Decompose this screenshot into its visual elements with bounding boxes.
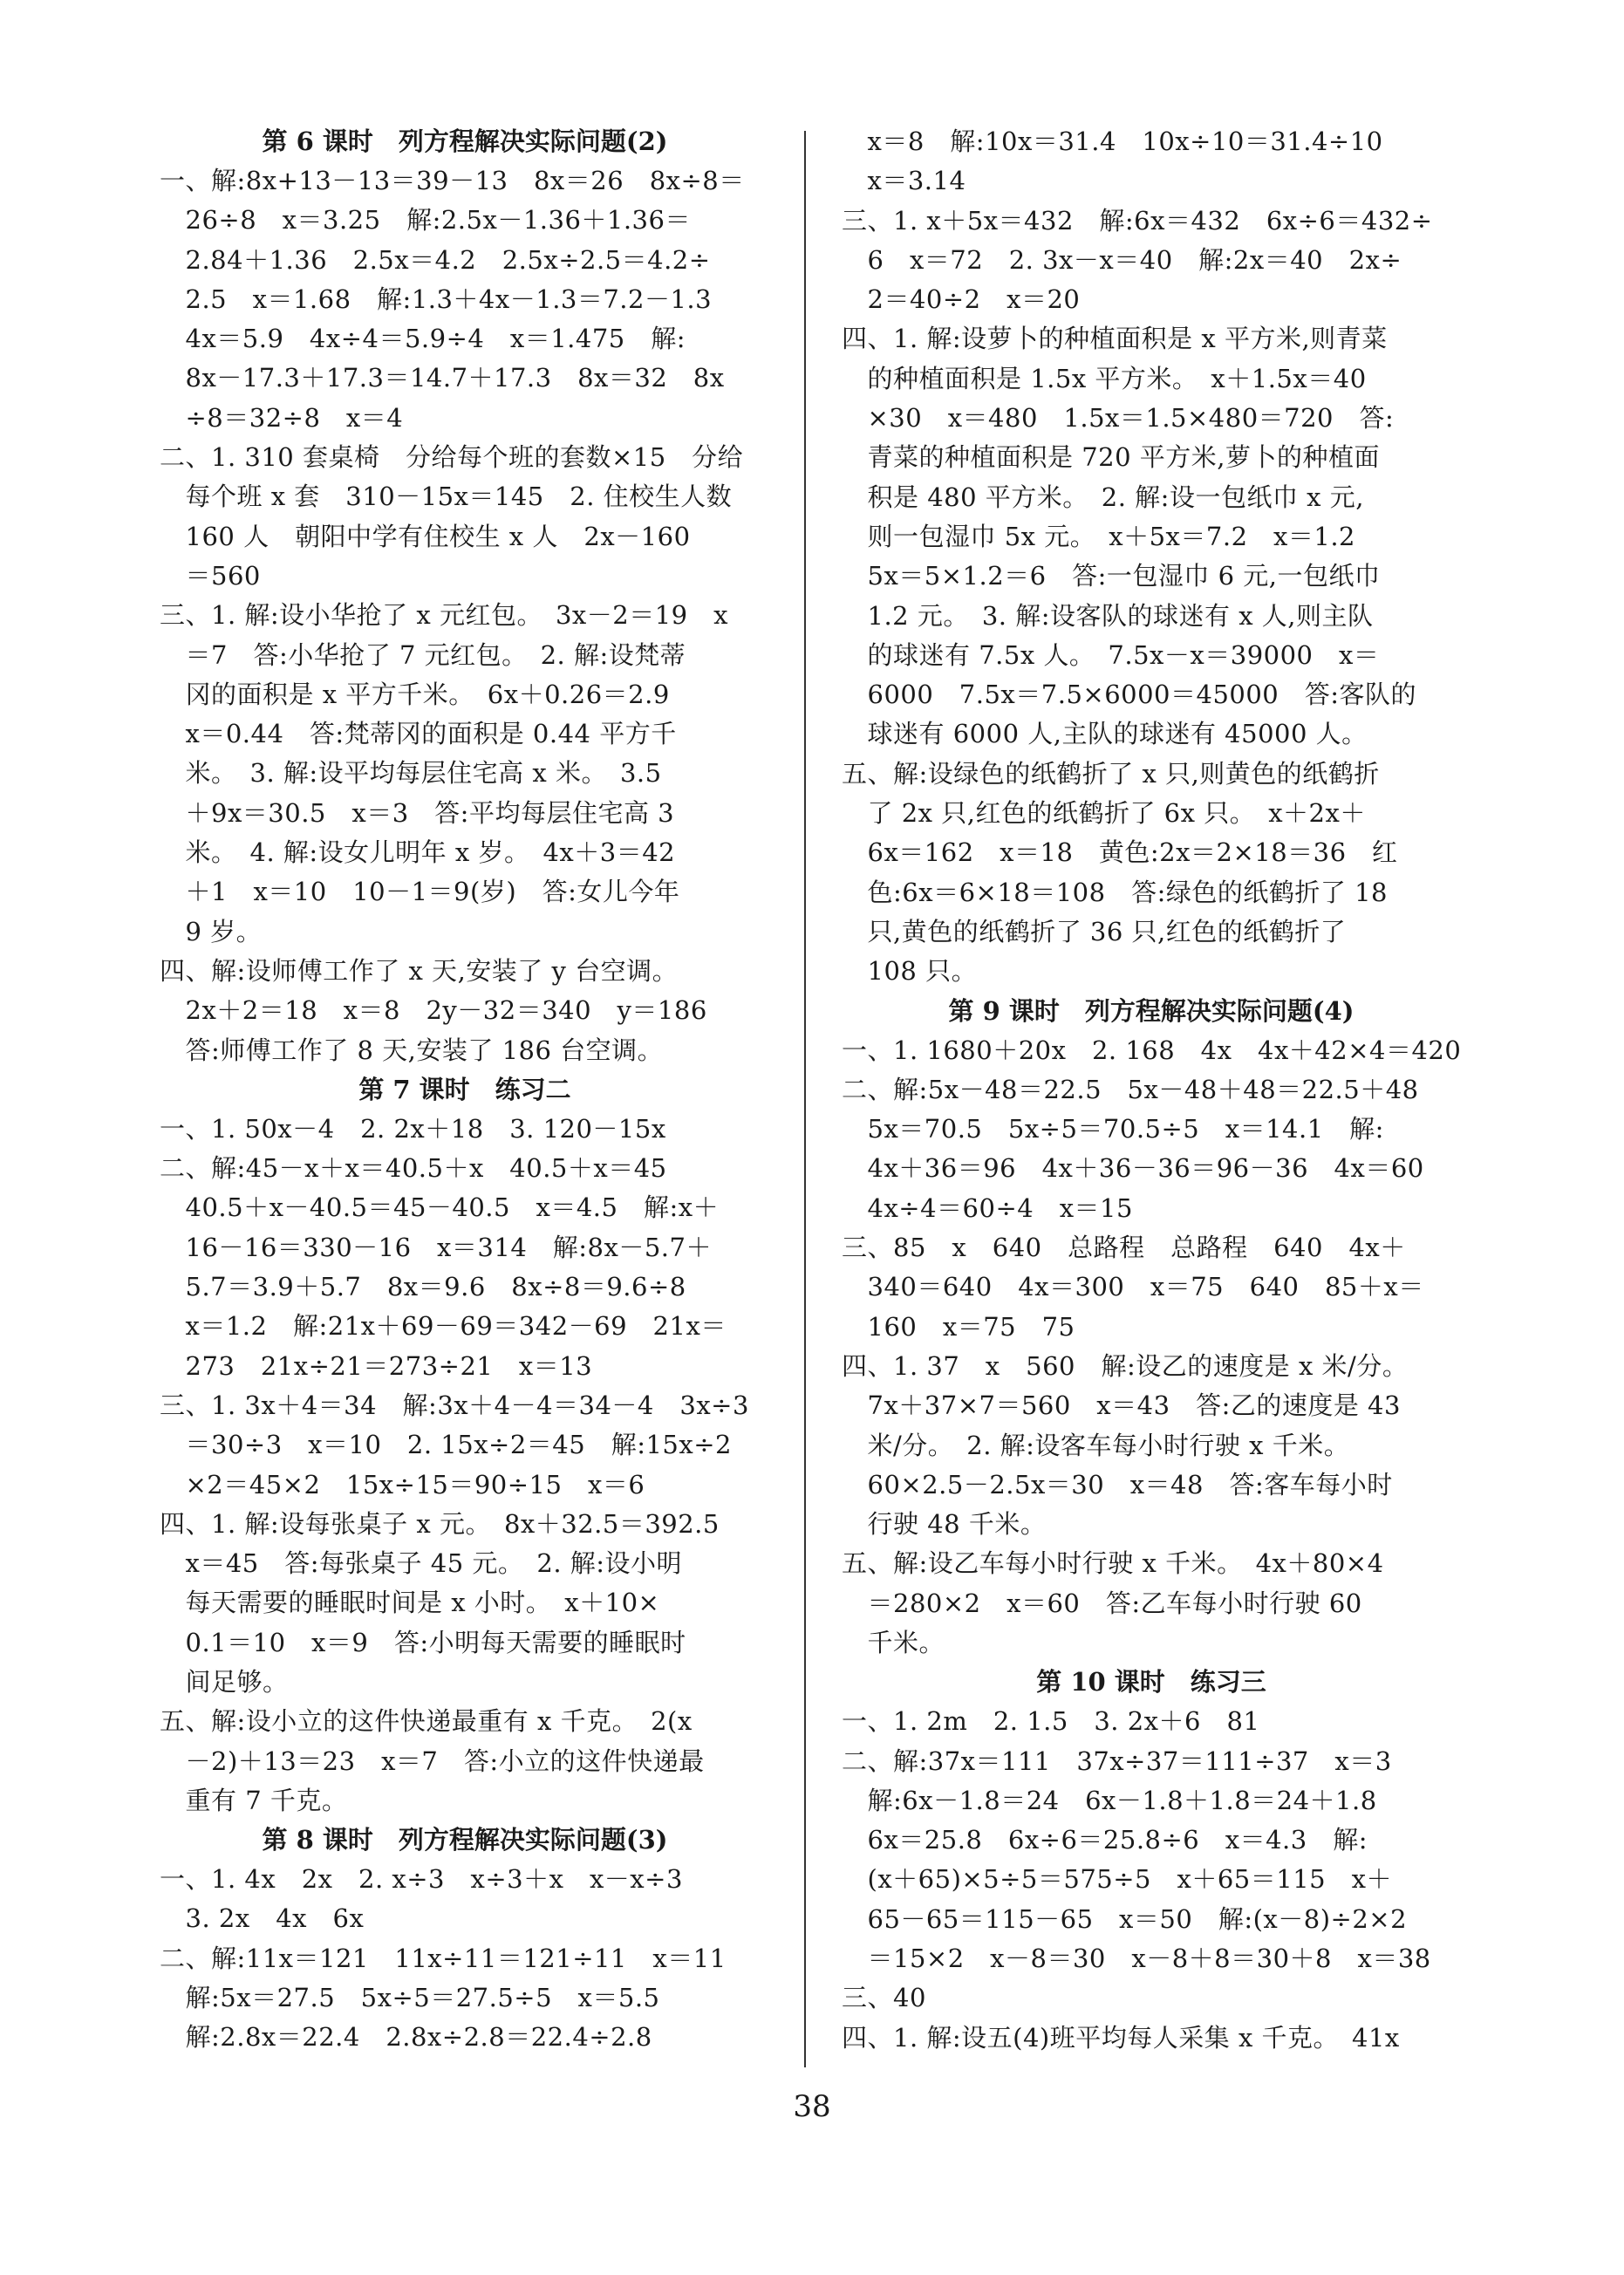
answer-line: x＝0.44 答:梵蒂冈的面积是 0.44 平方千 xyxy=(160,719,677,749)
answer-line: 3. 2x 4x 6x xyxy=(160,1903,365,1934)
section-heading: 第 10 课时 练习三 xyxy=(1036,1667,1266,1698)
answer-line: 一、1. 2m 2. 1.5 3. 2x＋6 81 xyxy=(842,1706,1260,1737)
answer-line: 4x＋36＝96 4x＋36－36＝96－36 4x＝60 xyxy=(842,1153,1424,1184)
answer-line: 球迷有 6000 人,主队的球迷有 45000 人。 xyxy=(842,719,1368,749)
answer-line: ＝280×2 x＝60 答:乙车每小时行驶 60 xyxy=(842,1588,1362,1618)
answer-line: 5x＝5×1.2＝6 答:一包湿巾 6 元,一包纸巾 xyxy=(842,561,1381,591)
answer-line: 65－65＝115－65 x＝50 解:(x－8)÷2×2 xyxy=(842,1903,1408,1934)
answer-line: 一、1. 1680＋20x 2. 168 4x 4x＋42×4＝420 xyxy=(842,1035,1462,1065)
answer-line: 每天需要的睡眠时间是 x 小时。 x＋10× xyxy=(160,1588,660,1618)
answer-line: ＝15×2 x－8＝30 x－8＋8＝30＋8 x＝38 xyxy=(842,1944,1431,1974)
answer-line: 五、解:设绿色的纸鹤折了 x 只,则黄色的纸鹤折 xyxy=(842,758,1380,789)
answer-line: 解:5x＝27.5 5x÷5＝27.5÷5 x＝5.5 xyxy=(160,1983,660,2013)
answer-line: 2x＋2＝18 x＝8 2y－32＝340 y＝186 xyxy=(160,995,707,1026)
answer-line: (x＋65)×5÷5＝575÷5 x＋65＝115 x＋ xyxy=(842,1864,1392,1895)
answer-line: 三、1. 3x＋4＝34 解:3x＋4－4＝34－4 3x÷3 xyxy=(160,1390,749,1420)
answer-line: ＝560 xyxy=(160,560,261,591)
section-heading: 第 6 课时 列方程解决实际问题(2) xyxy=(262,126,668,156)
answer-line: 6 x＝72 2. 3x－x＝40 解:2x＝40 2x÷ xyxy=(842,244,1402,275)
answer-line: 重有 7 千克。 xyxy=(160,1785,348,1815)
answer-line: ＝30÷3 x＝10 2. 15x÷2＝45 解:15x÷2 xyxy=(160,1430,732,1460)
answer-line: 6x＝162 x＝18 黄色:2x＝2×18＝36 红 xyxy=(842,837,1398,868)
answer-line: ＋9x＝30.5 x＝3 答:平均每层住宅高 3 xyxy=(160,797,675,828)
answer-line: 五、解:设乙车每小时行驶 x 千米。 4x＋80×4 xyxy=(842,1548,1384,1579)
answer-line: 二、解:5x－48＝22.5 5x－48＋48＝22.5＋48 xyxy=(842,1074,1419,1104)
answer-line: 二、解:45－x＋x＝40.5＋x 40.5＋x＝45 xyxy=(160,1153,667,1184)
answer-line: 273 21x÷21＝273÷21 x＝13 xyxy=(160,1350,593,1381)
answer-line: 只,黄色的纸鹤折了 36 只,红色的纸鹤折了 xyxy=(842,916,1347,946)
answer-line: 60×2.5－2.5x＝30 x＝48 答:客车每小时 xyxy=(842,1469,1393,1500)
answer-line: 米。 3. 解:设平均每层住宅高 x 米。 3.5 xyxy=(160,758,662,789)
answer-line: 一、1. 4x 2x 2. x÷3 x÷3＋x x－x÷3 xyxy=(160,1864,683,1895)
answer-line: ＋1 x＝10 10－1＝9(岁) 答:女儿今年 xyxy=(160,877,680,907)
answer-line: 340＝640 4x＝300 x＝75 640 85＋x＝ xyxy=(842,1272,1424,1302)
answer-line: 色:6x＝6×18＝108 答:绿色的纸鹤折了 18 xyxy=(842,877,1388,907)
answer-line: x＝45 答:每张桌子 45 元。 2. 解:设小明 xyxy=(160,1548,683,1579)
answer-line: 四、1. 解:设萝卜的种植面积是 x 平方米,则青菜 xyxy=(842,324,1388,354)
answer-line: 米/分。 2. 解:设客车每小时行驶 x 千米。 xyxy=(842,1430,1350,1460)
answer-line: 5x＝70.5 5x÷5＝70.5÷5 x＝14.1 解: xyxy=(842,1114,1384,1144)
answer-line: 2＝40÷2 x＝20 xyxy=(842,284,1081,315)
answer-line: 解:6x－1.8＝24 6x－1.8＋1.8＝24＋1.8 xyxy=(842,1785,1377,1815)
answer-line: 9 岁。 xyxy=(160,916,263,946)
answer-line: 每个班 x 套 310－15x＝145 2. 住校生人数 xyxy=(160,482,733,512)
section-heading: 第 9 课时 列方程解决实际问题(4) xyxy=(948,995,1354,1026)
right-column xyxy=(842,122,1461,2058)
answer-line: 四、解:设师傅工作了 x 天,安装了 y 台空调。 xyxy=(160,955,679,986)
answer-line: 108 只。 xyxy=(842,956,978,987)
answer-line: 五、解:设小立的这件快递最重有 x 千克。 2(x xyxy=(160,1706,693,1737)
answer-line: 则一包湿巾 5x 元。 x＋5x＝7.2 x＝1.2 xyxy=(842,521,1355,551)
answer-line: 26÷8 x＝3.25 解:2.5x－1.36＋1.36＝ xyxy=(160,205,691,236)
answer-line: ÷8＝32÷8 x＝4 xyxy=(160,402,404,433)
answer-line: 间足够。 xyxy=(160,1666,289,1697)
answer-line: x＝1.2 解:21x＋69－69＝342－69 21x＝ xyxy=(160,1311,727,1342)
answer-line: 米。 4. 解:设女儿明年 x 岁。 4x＋3＝42 xyxy=(160,837,676,868)
answer-line: ×2＝45×2 15x÷15＝90÷15 x＝6 xyxy=(160,1469,645,1500)
answer-line: 四、1. 解:设每张桌子 x 元。 8x＋32.5＝392.5 xyxy=(160,1508,720,1539)
answer-line: 解:2.8x＝22.4 2.8x÷2.8＝22.4÷2.8 xyxy=(160,2022,652,2053)
answer-line: －2)＋13＝23 x＝7 答:小立的这件快递最 xyxy=(160,1746,705,1776)
answer-line: 二、解:11x＝121 11x÷11＝121÷11 x＝11 xyxy=(160,1943,727,1973)
answer-line: 四、1. 37 x 560 解:设乙的速度是 x 米/分。 xyxy=(842,1350,1409,1381)
answer-line: ×30 x＝480 1.5x＝1.5×480＝720 答: xyxy=(842,403,1395,434)
answer-line: 积是 480 平方米。 2. 解:设一包纸巾 x 元, xyxy=(842,482,1364,512)
column-divider xyxy=(804,131,806,2067)
answer-line: 四、1. 解:设五(4)班平均每人采集 x 千克。 41x xyxy=(842,2022,1400,2053)
answer-line: 了 2x 只,红色的纸鹤折了 6x 只。 x＋2x＋ xyxy=(842,798,1366,829)
answer-line: 三、1. 解:设小华抢了 x 元红包。 3x－2＝19 x xyxy=(160,600,728,631)
answer-line: 160 人 朝阳中学有住校生 x 人 2x－160 xyxy=(160,521,691,551)
answer-line: 40.5＋x－40.5＝45－40.5 x＝4.5 解:x＋ xyxy=(160,1192,720,1223)
section-heading: 第 8 课时 列方程解决实际问题(3) xyxy=(262,1825,668,1855)
answer-line: 5.7＝3.9＋5.7 8x＝9.6 8x÷8＝9.6÷8 xyxy=(160,1272,686,1302)
answer-line: 三、40 xyxy=(842,1983,926,2013)
answer-line: 青菜的种植面积是 720 平方米,萝卜的种植面 xyxy=(842,442,1381,473)
answer-line: 6000 7.5x＝7.5×6000＝45000 答:客队的 xyxy=(842,680,1417,710)
answer-line: x＝8 解:10x＝31.4 10x÷10＝31.4÷10 xyxy=(842,126,1383,156)
answer-line: 2.5 x＝1.68 解:1.3＋4x－1.3＝7.2－1.3 xyxy=(160,284,713,314)
answer-line: 1.2 元。 3. 解:设客队的球迷有 x 人,则主队 xyxy=(842,600,1374,631)
answer-line: 4x÷4＝60÷4 x＝15 xyxy=(842,1192,1133,1223)
answer-line: 16－16＝330－16 x＝314 解:8x－5.7＋ xyxy=(160,1232,712,1262)
answer-line: 行驶 48 千米。 xyxy=(842,1509,1047,1540)
answer-line: 6x＝25.8 6x÷6＝25.8÷6 x＝4.3 解: xyxy=(842,1825,1368,1855)
answer-line: 0.1＝10 x＝9 答:小明每天需要的睡眠时 xyxy=(160,1627,686,1657)
answer-line: 2.84＋1.36 2.5x＝4.2 2.5x÷2.5＝4.2÷ xyxy=(160,244,711,275)
answer-line: 答:师傅工作了 8 天,安装了 186 台空调。 xyxy=(160,1035,664,1065)
answer-line: 的球迷有 7.5x 人。 7.5x－x＝39000 x＝ xyxy=(842,639,1380,670)
left-column xyxy=(160,122,770,2058)
answer-line: 一、解:8x+13－13＝39－13 8x＝26 8x÷8＝ xyxy=(160,166,745,195)
answer-line: 160 x＝75 75 xyxy=(842,1311,1075,1342)
answer-line: 的种植面积是 1.5x 平方米。 x＋1.5x＝40 xyxy=(842,363,1367,393)
answer-line: ＝7 答:小华抢了 7 元红包。 2. 解:设梵蒂 xyxy=(160,639,686,670)
answer-line: 二、解:37x＝111 37x÷37＝111÷37 x＝3 xyxy=(842,1746,1392,1776)
answer-line: 三、85 x 640 总路程 总路程 640 4x＋ xyxy=(842,1233,1406,1263)
answer-line: 二、1. 310 套桌椅 分给每个班的套数×15 分给 xyxy=(160,442,744,473)
answer-line: x＝3.14 xyxy=(842,166,966,196)
answer-line: 千米。 xyxy=(842,1627,945,1657)
page-number: 38 xyxy=(793,2089,831,2124)
answer-line: 8x－17.3＋17.3＝14.7＋17.3 8x＝32 8x xyxy=(160,363,725,393)
answer-line: 4x＝5.9 4x÷4＝5.9÷4 x＝1.475 解: xyxy=(160,324,686,354)
answer-line: 7x＋37×7＝560 x＝43 答:乙的速度是 43 xyxy=(842,1390,1401,1421)
answer-line: 三、1. x＋5x＝432 解:6x＝432 6x÷6＝432÷ xyxy=(842,205,1433,236)
section-heading: 第 7 课时 练习二 xyxy=(358,1074,571,1104)
answer-line: 冈的面积是 x 平方千米。 6x＋0.26＝2.9 xyxy=(160,679,670,709)
answer-line: 一、1. 50x－4 2. 2x＋18 3. 120－15x xyxy=(160,1113,666,1144)
